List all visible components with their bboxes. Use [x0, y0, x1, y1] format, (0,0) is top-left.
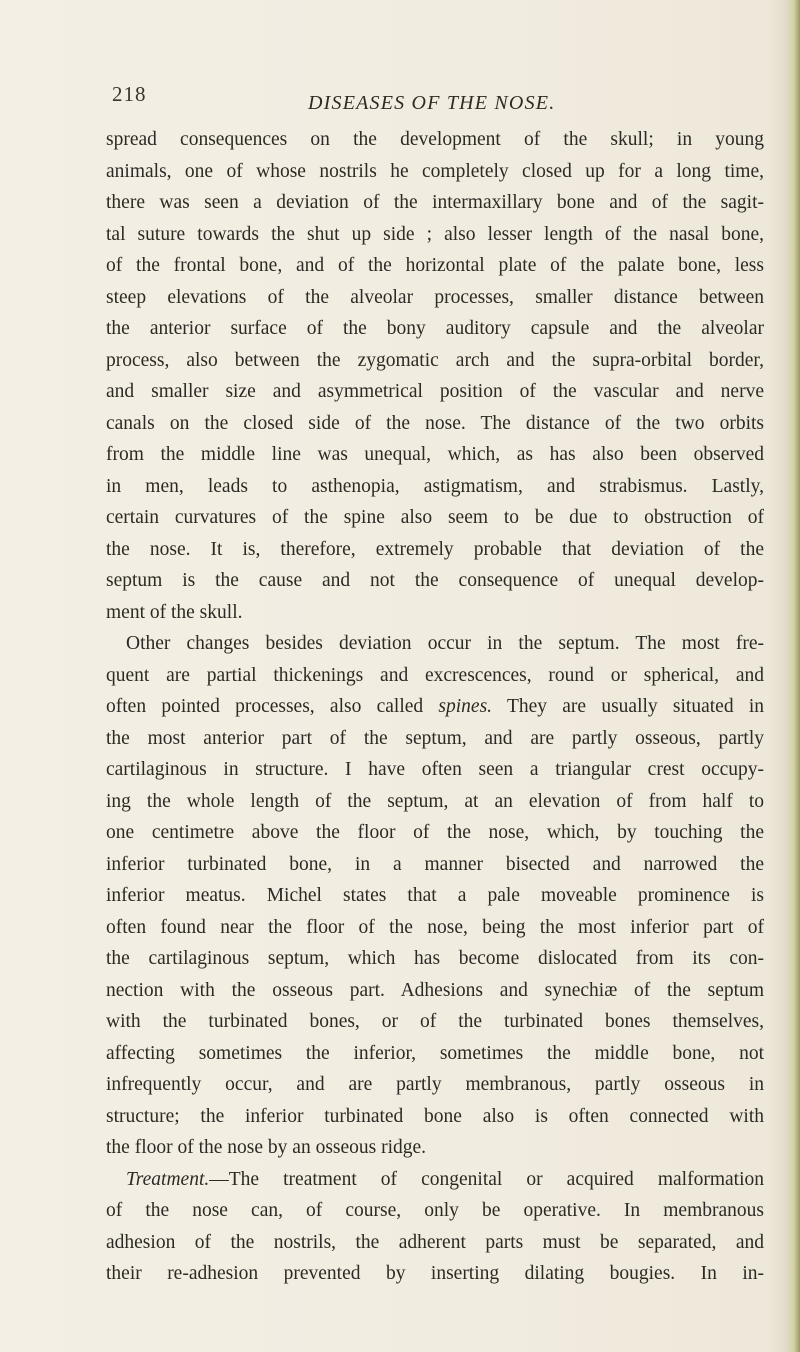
- text-line: the floor of the nose by an osseous ridge.: [106, 1137, 427, 1158]
- text-line: and smaller size and asymmetrical position of the vascular and nerve: [106, 381, 764, 402]
- text-line: the cartilaginous septum, which has become dislocated from its con-: [106, 948, 764, 969]
- text-line: with the turbinated bones, or of the turbinated bones themselves,: [106, 1011, 764, 1032]
- text-line: tal suture towards the shut up side ; also lesser length of the nasal bone,: [106, 223, 764, 245]
- text-line: quent are partial thickenings and excrescences, round or spherical, and: [106, 664, 764, 686]
- text-line: nection with the osseous part. Adhesions and synechiæ of the septum: [106, 979, 764, 1001]
- text-line: structure; the inferior turbinated bone also is often connected with: [106, 1105, 764, 1127]
- text-line: septum is the cause and not the consequence of unequal develop-: [106, 570, 764, 591]
- text-line: of the frontal bone, and of the horizontal plate of the palate bone, less: [106, 255, 764, 276]
- page-number: 218: [112, 82, 147, 106]
- page-edge-shadow: [794, 0, 800, 1352]
- text-line: infrequently occur, and are partly membranous, partly osseous in: [106, 1074, 764, 1095]
- text-segment: They are usually situated in: [506, 696, 764, 717]
- text-line-with-italic: [106, 691, 764, 723]
- text-line: their re-adhesion prevented by inserting dilating bougies. In in-: [106, 1263, 764, 1284]
- body-text: [106, 124, 764, 1290]
- text-line: the most anterior part of the septum, and are partly osseous, partly: [106, 727, 764, 749]
- text-line: often found near the floor of the nose, being the most inferior part of: [106, 916, 764, 938]
- running-title: DISEASES OF THE NOSE.: [308, 92, 556, 114]
- text-line: canals on the closed side of the nose. The distance of the two orbits: [106, 412, 764, 434]
- text-line: one centimetre above the floor of the nose, which, by touching the: [106, 822, 764, 843]
- page-header: [0, 82, 800, 122]
- text-line: certain curvatures of the spine also seem to be due to obstruction of: [106, 507, 764, 528]
- text-line: animals, one of whose nostrils he completely closed up for a long time,: [106, 160, 764, 182]
- paragraph-start-line: Other changes besides deviation occur in the septum. The most fre-: [126, 633, 764, 654]
- text-line: the nose. It is, therefore, extremely probable that deviation of the: [106, 538, 764, 560]
- text-segment: —The treatment of congenital or acquired malformation: [209, 1168, 764, 1190]
- text-line: inferior meatus. Michel states that a pale moveable prominence is: [106, 885, 764, 906]
- italic-heading: Treatment.: [126, 1168, 210, 1190]
- text-line: ing the whole length of the septum, at an elevation of from half to: [106, 790, 764, 812]
- text-line: inferior turbinated bone, in a manner bisected and narrowed the: [106, 853, 764, 875]
- text-line: the anterior surface of the bony auditory capsule and the alveolar: [106, 318, 764, 339]
- text-line: in men, leads to asthenopia, astigmatism, and strabismus. Lastly,: [106, 475, 764, 497]
- text-line: of the nose can, of course, only be operative. In membranous: [106, 1200, 764, 1221]
- text-segment: often pointed processes, also called: [106, 696, 424, 717]
- paragraph-start-line: [106, 1164, 764, 1196]
- text-line: process, also between the zygomatic arch and the supra-orbital border,: [106, 349, 764, 371]
- text-line: ment of the skull.: [106, 601, 243, 623]
- text-line: spread consequences on the development of the skull; in young: [106, 129, 764, 150]
- text-line: steep elevations of the alveolar processes, smaller distance between: [106, 286, 764, 308]
- text-line: cartilaginous in structure. I have often seen a triangular crest occupy-: [106, 759, 764, 780]
- text-line: adhesion of the nostrils, the adherent parts must be separated, and: [106, 1231, 764, 1253]
- text-line: there was seen a deviation of the intermaxillary bone and of the sagit-: [106, 192, 764, 213]
- text-line: from the middle line was unequal, which, as has also been observed: [106, 444, 764, 465]
- text-line: affecting sometimes the inferior, sometimes the middle bone, not: [106, 1042, 764, 1064]
- italic-term: spines.: [438, 696, 493, 717]
